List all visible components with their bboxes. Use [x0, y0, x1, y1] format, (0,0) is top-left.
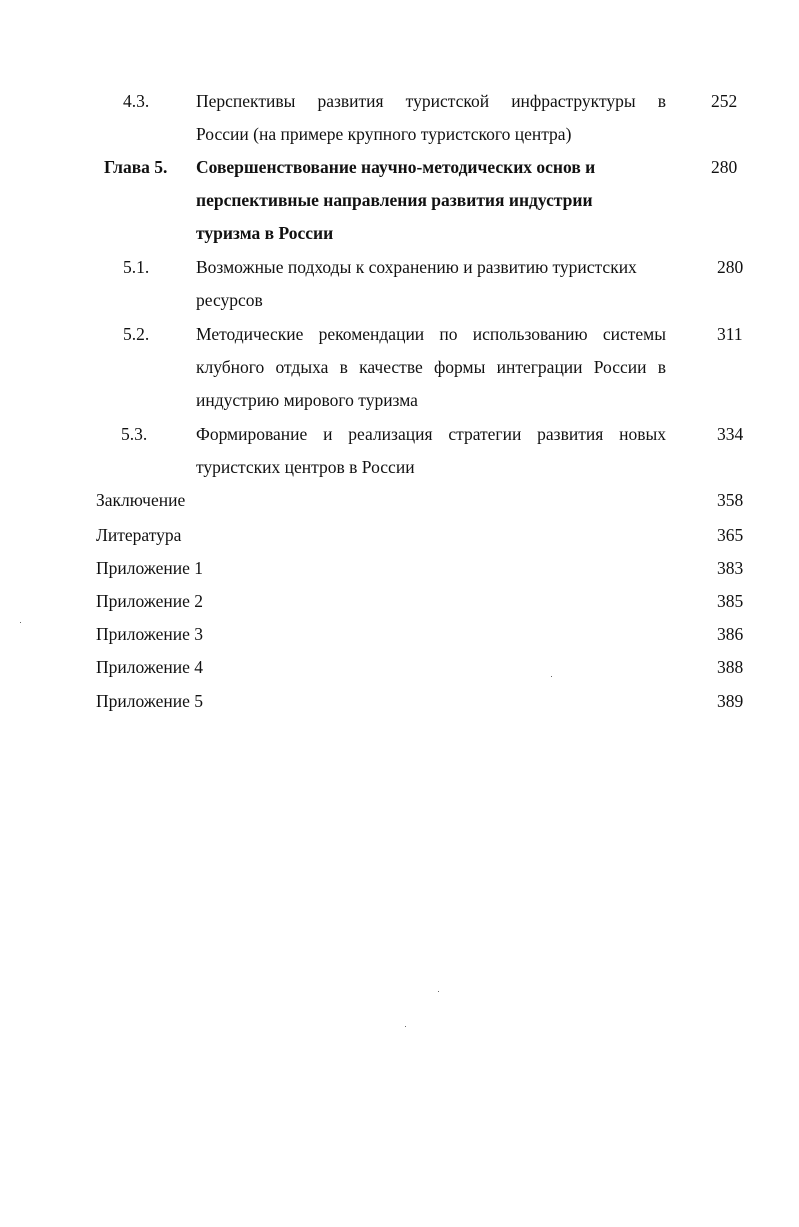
chapter-title [196, 151, 666, 250]
entry-page-number: 334 [717, 424, 744, 444]
entry-title [196, 85, 666, 151]
toc-entry-appendix-5: Приложение 5 [96, 691, 204, 711]
entry-page-number: 280 [711, 157, 738, 177]
entry-page-number: 383 [717, 558, 744, 578]
entry-title-line: Перспективы развития туристской инфраструктуры в [196, 91, 666, 111]
entry-title-line: Методические рекомендации по использованию системы [196, 324, 666, 344]
chapter-title-line: туризма в России [196, 223, 334, 243]
entry-title-line: Формирование и реализация стратегии развития новых [196, 424, 666, 444]
entry-title-line: клубного отдыха в качестве формы интеграции России в [196, 357, 666, 377]
scan-speck [20, 622, 21, 623]
entry-page-number: 358 [717, 490, 744, 510]
entry-number: 5.2. [123, 324, 150, 344]
toc-entry-appendix-2: Приложение 2 [96, 591, 204, 611]
chapter-title-line: перспективные направления развития индустрии [196, 190, 593, 210]
entry-title-line: индустрию мирового туризма [196, 390, 418, 410]
scan-speck [438, 991, 439, 992]
entry-title [196, 418, 666, 484]
toc-entry-conclusion: Заключение [96, 490, 186, 510]
toc-entry-appendix-3: Приложение 3 [96, 624, 204, 644]
entry-title-line: Возможные подходы к сохранению и развитию туристских [196, 257, 637, 277]
entry-title-line: ресурсов [196, 290, 263, 310]
entry-page-number: 385 [717, 591, 744, 611]
scan-speck [405, 1026, 406, 1027]
entry-number: 5.1. [123, 257, 150, 277]
toc-entry-appendix-4: Приложение 4 [96, 657, 204, 677]
chapter-number: Глава 5. [104, 157, 168, 177]
entry-number: 4.3. [123, 91, 150, 111]
entry-title [196, 251, 666, 317]
entry-number: 5.3. [121, 424, 148, 444]
chapter-title-line: Совершенствование научно-методических основ и [196, 157, 596, 177]
toc-entry-appendix-1: Приложение 1 [96, 558, 204, 578]
entry-page-number: 280 [717, 257, 744, 277]
entry-title-line: России (на примере крупного туристского центра) [196, 124, 572, 144]
scan-speck [551, 676, 552, 677]
entry-page-number: 386 [717, 624, 744, 644]
entry-page-number: 311 [717, 324, 743, 344]
entry-page-number: 252 [711, 91, 738, 111]
entry-page-number: 365 [717, 525, 744, 545]
entry-page-number: 388 [717, 657, 744, 677]
entry-page-number: 389 [717, 691, 744, 711]
toc-entry-literature: Литература [96, 525, 182, 545]
entry-title-line: туристских центров в России [196, 457, 415, 477]
entry-title [196, 318, 666, 417]
